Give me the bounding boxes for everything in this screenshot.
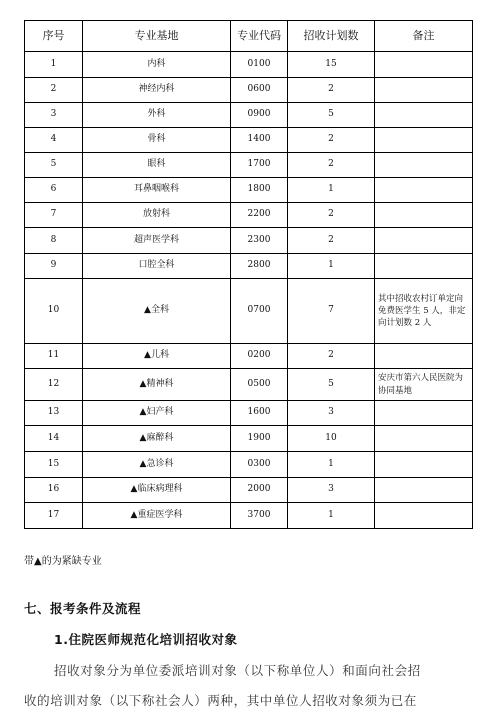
cell-remark xyxy=(375,401,473,426)
cell-plan: 2 xyxy=(288,128,375,153)
table-row xyxy=(25,503,473,529)
cell-base: 耳鼻咽喉科 xyxy=(83,178,231,203)
table-row xyxy=(25,103,473,128)
cell-plan: 2 xyxy=(288,203,375,228)
cell-base: 超声医学科 xyxy=(83,228,231,254)
cell-plan: 1 xyxy=(288,178,375,203)
cell-plan: 3 xyxy=(288,478,375,503)
cell-base: 神经内科 xyxy=(83,78,231,103)
cell-seq: 1 xyxy=(25,52,83,78)
cell-remark xyxy=(375,426,473,452)
cell-remark xyxy=(375,452,473,478)
cell-seq: 2 xyxy=(25,78,83,103)
cell-base: 骨科 xyxy=(83,128,231,153)
cell-remark xyxy=(375,153,473,178)
cell-remark xyxy=(375,78,473,103)
cell-plan: 2 xyxy=(288,344,375,369)
cell-code: 0300 xyxy=(231,452,288,478)
cell-seq: 11 xyxy=(25,344,83,369)
cell-code: 2000 xyxy=(231,478,288,503)
cell-seq: 10 xyxy=(25,279,83,344)
cell-seq: 16 xyxy=(25,478,83,503)
cell-code: 0500 xyxy=(231,369,288,401)
table-row xyxy=(25,426,473,452)
cell-base: 内科 xyxy=(83,52,231,78)
cell-code: 0700 xyxy=(231,279,288,344)
cell-remark: 其中招收农村订单定向免费医学生 5 人，非定向计划数 2 人 xyxy=(375,279,473,344)
cell-code: 2200 xyxy=(231,203,288,228)
cell-remark xyxy=(375,503,473,529)
cell-code: 1400 xyxy=(231,128,288,153)
cell-code: 2300 xyxy=(231,228,288,254)
cell-plan: 1 xyxy=(288,452,375,478)
table-row xyxy=(25,128,473,153)
table-row xyxy=(25,369,473,401)
cell-seq: 13 xyxy=(25,401,83,426)
table-row xyxy=(25,279,473,344)
cell-code: 1800 xyxy=(231,178,288,203)
cell-seq: 5 xyxy=(25,153,83,178)
cell-base: ▲麻醉科 xyxy=(83,426,231,452)
cell-base: ▲急诊科 xyxy=(83,452,231,478)
header-plan: 招收计划数 xyxy=(288,21,375,52)
header-base: 专业基地 xyxy=(83,21,231,52)
cell-code: 1600 xyxy=(231,401,288,426)
cell-seq: 8 xyxy=(25,228,83,254)
cell-plan: 10 xyxy=(288,426,375,452)
shortage-note: 带▲的为紧缺专业 xyxy=(24,556,102,567)
table-row xyxy=(25,478,473,503)
cell-seq: 15 xyxy=(25,452,83,478)
cell-base: ▲妇产科 xyxy=(83,401,231,426)
header-remark: 备注 xyxy=(375,21,473,52)
cell-seq: 12 xyxy=(25,369,83,401)
cell-base: ▲儿科 xyxy=(83,344,231,369)
cell-base: 外科 xyxy=(83,103,231,128)
cell-remark xyxy=(375,254,473,279)
cell-remark xyxy=(375,178,473,203)
cell-code: 2800 xyxy=(231,254,288,279)
cell-code: 1700 xyxy=(231,153,288,178)
table-row xyxy=(25,344,473,369)
cell-remark: 安庆市第六人民医院为协同基地 xyxy=(375,369,473,401)
cell-plan: 5 xyxy=(288,369,375,401)
cell-seq: 6 xyxy=(25,178,83,203)
cell-code: 0900 xyxy=(231,103,288,128)
cell-code: 0600 xyxy=(231,78,288,103)
cell-seq: 14 xyxy=(25,426,83,452)
cell-seq: 7 xyxy=(25,203,83,228)
enrollment-plan-table xyxy=(24,20,473,529)
cell-plan: 2 xyxy=(288,153,375,178)
cell-seq: 3 xyxy=(25,103,83,128)
table-row xyxy=(25,203,473,228)
cell-remark xyxy=(375,52,473,78)
table-row xyxy=(25,78,473,103)
table-row xyxy=(25,452,473,478)
cell-remark xyxy=(375,203,473,228)
cell-code: 1900 xyxy=(231,426,288,452)
cell-remark xyxy=(375,344,473,369)
cell-plan: 15 xyxy=(288,52,375,78)
cell-base: ▲精神科 xyxy=(83,369,231,401)
cell-base: 眼科 xyxy=(83,153,231,178)
subsection-title: 1.住院医师规范化培训招收对象 xyxy=(54,632,238,647)
cell-base: ▲全科 xyxy=(83,279,231,344)
cell-base: ▲临床病理科 xyxy=(83,478,231,503)
paragraph-line-2: 收的培训对象（以下称社会人）两种，其中单位人招收对象须为已在 xyxy=(24,693,418,708)
cell-remark xyxy=(375,228,473,254)
table-header-row xyxy=(25,21,473,52)
table-row xyxy=(25,52,473,78)
cell-plan: 7 xyxy=(288,279,375,344)
cell-seq: 4 xyxy=(25,128,83,153)
cell-seq: 9 xyxy=(25,254,83,279)
cell-base: 放射科 xyxy=(83,203,231,228)
cell-code: 3700 xyxy=(231,503,288,529)
cell-plan: 1 xyxy=(288,503,375,529)
cell-base: 口腔全科 xyxy=(83,254,231,279)
cell-seq: 17 xyxy=(25,503,83,529)
header-seq: 序号 xyxy=(25,21,83,52)
table-row xyxy=(25,153,473,178)
cell-plan: 1 xyxy=(288,254,375,279)
cell-code: 0100 xyxy=(231,52,288,78)
table-row xyxy=(25,178,473,203)
header-code: 专业代码 xyxy=(231,21,288,52)
cell-code: 0200 xyxy=(231,344,288,369)
cell-plan: 2 xyxy=(288,228,375,254)
cell-base: ▲重症医学科 xyxy=(83,503,231,529)
table-row xyxy=(25,228,473,254)
table-row xyxy=(25,401,473,426)
cell-remark xyxy=(375,128,473,153)
paragraph-line-1: 招收对象分为单位委派培训对象（以下称单位人）和面向社会招 xyxy=(54,663,421,678)
cell-plan: 3 xyxy=(288,401,375,426)
cell-remark xyxy=(375,478,473,503)
table-row xyxy=(25,254,473,279)
cell-remark xyxy=(375,103,473,128)
cell-plan: 2 xyxy=(288,78,375,103)
section-title: 七、报考条件及流程 xyxy=(24,601,142,616)
cell-plan: 5 xyxy=(288,103,375,128)
